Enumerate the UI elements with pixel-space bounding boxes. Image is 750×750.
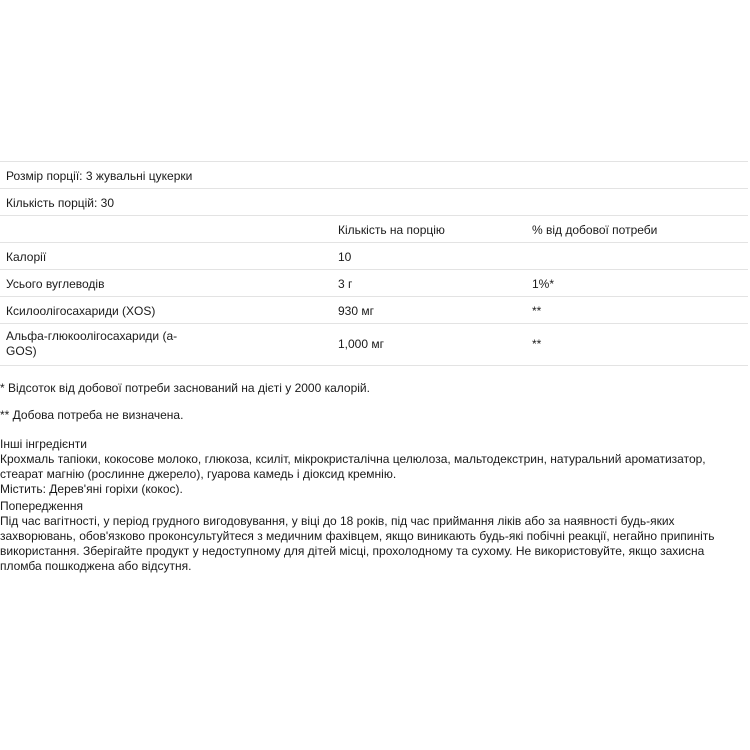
nutrient-amount: 930 мг — [338, 304, 374, 318]
nutrient-daily-value: ** — [532, 304, 542, 318]
allergen-contains-text: Містить: Дерев'яні горіхи (кокос). — [0, 482, 183, 496]
daily-value-header: % від добової потреби — [532, 223, 658, 237]
daily-value-not-established-note: ** Добова потреба не визначена. — [0, 408, 184, 422]
nutrient-amount: 10 — [338, 250, 352, 264]
nutrient-name: Альфа-глюкоолігосахариди (a-GOS) — [6, 329, 178, 358]
other-ingredients-title: Інші інгредієнти — [0, 437, 87, 451]
other-ingredients-section — [0, 437, 715, 497]
warning-title: Попередження — [0, 499, 84, 513]
warning-text: Під час вагітності, у період грудного вигодовування, у віці до 18 років, під час приймання ліків або за наявності будь-яких захворювань, обов'язково проконсультуйтеся з медичним фахівцем, якщо виникають будь-які побічні реакції, негайно припиніть використання. Зберігайте продукт у недоступному для дітей місці, прохолодному та сухому. Не використовуйте, якщо захисна пломба пошкоджена або відсутня. — [0, 514, 715, 573]
nutrient-amount: 1,000 мг — [338, 337, 384, 351]
warning-section — [0, 499, 715, 574]
nutrient-row-xos — [0, 297, 748, 324]
nutrient-row-agos — [0, 324, 748, 366]
supplement-facts-table — [0, 161, 748, 366]
serving-size-label: Розмір порції: 3 жувальні цукерки — [6, 169, 193, 183]
nutrient-daily-value: 1%* — [532, 277, 555, 291]
nutrient-amount: 3 г — [338, 277, 353, 291]
nutrient-name: Усього вуглеводів — [6, 277, 105, 291]
nutrient-row-calories — [0, 243, 748, 270]
nutrient-name: Ксилоолігосахариди (XOS) — [6, 304, 156, 318]
servings-per-container-label: Кількість порцій: 30 — [6, 196, 115, 210]
nutrient-row-carbohydrates — [0, 270, 748, 297]
servings-per-container-row — [0, 189, 748, 216]
nutrient-name: Калорії — [6, 250, 47, 264]
other-ingredients-text: Крохмаль тапіоки, кокосове молоко, глюкоза, ксиліт, мікрокристалічна целюлоза, мальтодекстрин, натуральний ароматизатор, стеарат магнію (рослинне джерело), гуарова камедь і діоксид кремнію. — [0, 452, 706, 481]
serving-size-row — [0, 162, 748, 189]
nutrient-daily-value: ** — [532, 337, 542, 351]
amount-per-serving-header: Кількість на порцію — [338, 223, 445, 237]
facts-header-row — [0, 216, 748, 243]
percent-daily-value-note: * Відсоток від добової потреби заснований на дієті у 2000 калорій. — [0, 381, 370, 395]
